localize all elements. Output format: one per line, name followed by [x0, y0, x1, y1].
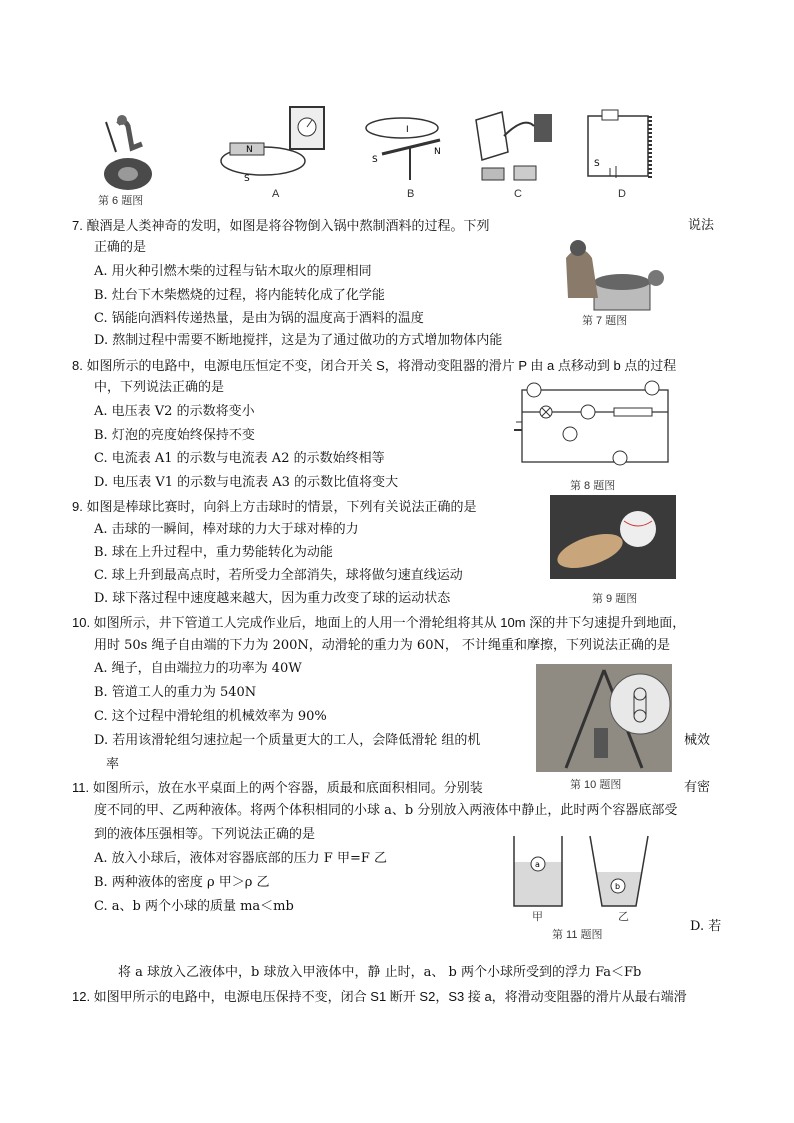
q8-option-b: B. 灯泡的亮度始终保持不变 [94, 428, 255, 443]
q9-option-b: B. 球在上升过程中，重力势能转化为动能 [94, 545, 333, 560]
q8-circuit-diagram [512, 378, 676, 468]
q9-photo-baseball [550, 495, 676, 579]
q10-caption: 第 10 题图 [570, 779, 622, 791]
q7-option-b: B. 灶台下木柴燃烧的过程，将内能转化成了化学能 [94, 288, 385, 303]
q7-option-a: A. 用火种引燃木柴的过程与钻木取火的原理相同 [94, 264, 372, 279]
q11-stem-1: 11. 如图所示，放在水平桌面上的两个容器，质最和底面积相同。分别装 [72, 780, 483, 795]
q7-stem-1: 7. 酿酒是人类神奇的发明，如图是将谷物倒入锅中熬制酒料的过程。下列 [72, 218, 490, 233]
q8-option-d: D. 电压表 V1 的示数与电流表 A3 的示数比值将变大 [94, 475, 399, 490]
q10-option-d-tail: 械效 [684, 733, 711, 748]
q6-label-c: C [514, 188, 522, 200]
q6-label-d: D [618, 188, 626, 200]
q11-option-d-rest: 将 a 球放入乙液体中，b 球放入甲液体中，静 止时，a、 b 两个小球所受到的浮力 Fa＜Fb [118, 965, 642, 980]
q10-option-d-wrap: 率 [106, 757, 120, 772]
q7-caption: 第 7 题图 [582, 315, 628, 327]
q10-photo-pulley [536, 664, 672, 772]
q6-label-b: B [407, 188, 415, 200]
svg-text:a: a [535, 860, 540, 869]
q8-caption: 第 8 题图 [570, 480, 616, 492]
q7-stem-2: 正确的是 [94, 240, 147, 255]
svg-text:S: S [244, 174, 250, 184]
q6-caption: 第 6 题图 [98, 195, 144, 207]
q11-option-a: A. 放入小球后，液体对容器底部的压力 F 甲=F 乙 [94, 851, 387, 866]
svg-text:N: N [246, 145, 253, 155]
q6-figure-bike [98, 112, 158, 192]
q10-stem-1: 10. 如图所示，井下管道工人完成作业后，地面上的人用一个滑轮组将其从 10m 深的井下匀速提升到地面， [72, 615, 686, 630]
q11-label-left: 甲 [532, 911, 543, 923]
q10-option-d: D. 若用该滑轮组匀速拉起一个质量更大的工人，会降低滑轮 组的机 [94, 733, 481, 748]
svg-text:S: S [372, 155, 378, 165]
q9-option-d: D. 球下落过程中速度越来越大，因为重力改变了球的运动状态 [94, 591, 451, 606]
svg-text:I: I [406, 125, 409, 135]
q6-figure-d [580, 106, 670, 186]
q11-caption: 第 11 题图 [552, 929, 603, 941]
q10-stem-2: 用时 50s 绳子自由端的下力为 200N，动滑轮的重力为 60N， 不计绳重和摩擦，下列说法正确的是 [94, 638, 670, 653]
svg-text:b: b [615, 882, 621, 891]
q12-stem-1: 12. 如图甲所示的电路中，电源电压保持不变，闭合 S1 断开 S2，S3 接 a，将滑动变阻器的滑片从最右端滑 [72, 989, 687, 1004]
q7-stem-1b: 说法 [688, 218, 715, 233]
q7-option-d: D. 熬制过程中需要不断地搅拌，这是为了通过做功的方式增加物体内能 [94, 333, 503, 348]
q10-option-c: C. 这个过程中滑轮组的机械效率为 90% [94, 709, 327, 724]
q11-stem-3: 到的液体压强相等。下列说法正确的是 [94, 827, 316, 842]
q11-option-c: C. a、b 两个小球的质量 ma＜mb [94, 899, 294, 914]
q6-label-a: A [272, 188, 280, 200]
q8-option-c: C. 电流表 A1 的示数与电流表 A2 的示数始终相等 [94, 451, 385, 466]
q7-figure-brewing [548, 238, 668, 320]
q11-option-b: B. 两种液体的密度 ρ 甲＞ρ 乙 [94, 875, 270, 890]
svg-text:N: N [434, 147, 441, 157]
q9-stem-1: 9. 如图是棒球比赛时，向斜上方击球时的情景，下列有关说法正确的是 [72, 499, 477, 514]
q8-option-a: A. 电压表 V2 的示数将变小 [94, 404, 255, 419]
q11-stem-1b: 有密 [684, 780, 711, 795]
q9-option-c: C. 球上升到最高点时，若所受力全部消失，球将做匀速直线运动 [94, 568, 463, 583]
q6-figure-c [470, 108, 560, 188]
q6-figure-b [362, 110, 452, 186]
q11-label-right: 乙 [618, 911, 629, 923]
q6-figure-a [218, 105, 338, 185]
q8-stem-1: 8. 如图所示的电路中，电源电压恒定不变，闭合开关 S，将滑动变阻器的滑片 P 由 a 点移动到 b 点的过程 [72, 358, 677, 373]
svg-text:S: S [594, 159, 600, 169]
q7-option-c: C. 锅能向酒料传递热量，是由为锅的温度高于酒料的温度 [94, 311, 424, 326]
q11-option-d-head: D. 若 [690, 919, 722, 934]
q11-stem-2: 度不同的甲、乙两种液体。将两个体积相同的小球 a、b 分别放入两液体中静止，此时两个容器底部受 [94, 803, 678, 818]
q10-option-b: B. 管道工人的重力为 540N [94, 685, 257, 700]
q8-stem-2: 中，下列说法正确的是 [94, 380, 225, 395]
q9-option-a: A. 击球的一瞬间，棒对球的力大于球对棒的力 [94, 522, 359, 537]
q9-caption: 第 9 题图 [592, 593, 638, 605]
q10-option-a: A. 绳子，自由端拉力的功率为 40W [94, 661, 302, 676]
